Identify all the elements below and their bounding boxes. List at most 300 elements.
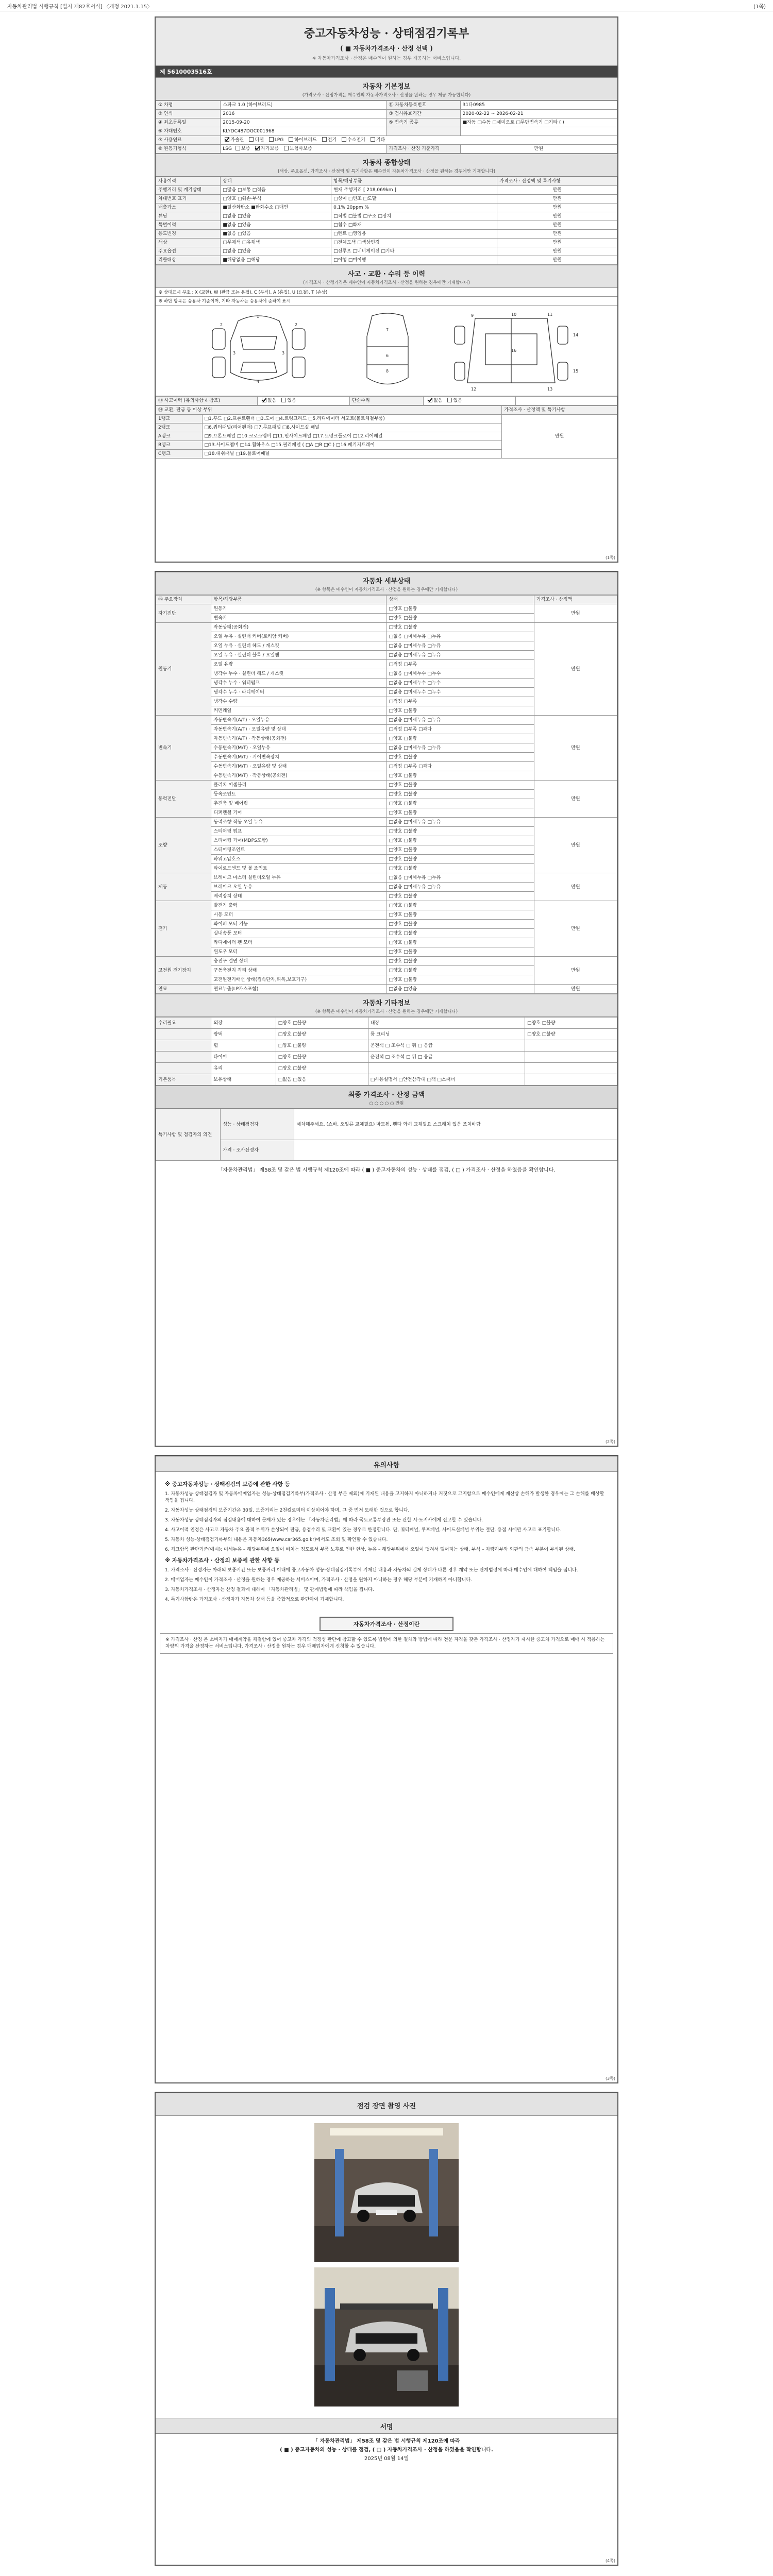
overall-state[interactable]: □많음 □보통 □적음 <box>221 186 331 195</box>
notice-heading-1: ※ 중고자동차성능 · 상태점검의 보증에 관한 사항 등 <box>165 1481 290 1487</box>
overall-state[interactable]: ■없음 □있음 <box>221 221 331 230</box>
notice-paragraph: 1. 자동차성능·상태점검자 및 자동차매매업자는 성능·상태점검기록부(가격조사 · 산정 부분 제외)에 기재된 내용을 고지하지 아니하거나 거짓으로 고지함으로 매수인에게 재산상 손해가 발생한 경우에는 그 손해를 배상할 책임을 집니다. <box>165 1492 604 1503</box>
overall-price: 만원 <box>497 204 617 212</box>
detail-state[interactable]: □양호 □불량 <box>386 771 534 781</box>
checkbox-icon[interactable] <box>262 398 266 402</box>
notice-paragraph: 5. 자동차 성능·상태점검기록부의 내용은 자동차365(www.car365.go.kr)에서도 조회 및 확인할 수 있습니다. <box>165 1537 388 1543</box>
parts-rank: B랭크 <box>156 441 203 450</box>
detail-state[interactable]: □없음 □미세누유 □누유 <box>386 743 534 753</box>
checkbox-label: 자가보증 <box>261 146 279 151</box>
overall-detail[interactable]: □적법 □불법 □구조 □장치 <box>331 212 497 221</box>
detail-item: 냉각수 수량 <box>211 697 386 706</box>
overall-row <box>156 186 617 195</box>
detail-item: 작동상태(공회전) <box>211 623 386 632</box>
detail-state[interactable]: □양호 □불량 <box>386 836 534 845</box>
basic-label: ① 차명 <box>156 101 221 110</box>
checkbox-icon[interactable] <box>342 137 346 142</box>
checkbox-icon[interactable] <box>249 137 254 142</box>
detail-device: 고전원 전기장치 <box>156 957 211 985</box>
detail-state[interactable]: □없음 □미세누수 □누수 <box>386 679 534 688</box>
detail-state[interactable]: □없음 □미세누유 □누유 <box>386 873 534 883</box>
detail-device: 원동기 <box>156 623 211 716</box>
overall-state-table <box>156 177 617 265</box>
notice-paragraph: 2. 매매업자는 매수인이 가격조사 · 산정을 원하는 경우 제공하는 서비스이며, 가격조사 · 산정을 원하지 아니하는 경우 해당 부분에 기재하지 아니합니다. <box>165 1578 473 1583</box>
other-group: 기본품목 <box>156 1074 211 1086</box>
parts-head: ⑭ 교환, 판금 등 이상 부위 <box>156 406 502 415</box>
other-state-2[interactable] <box>525 1074 617 1086</box>
accident-legend: ※ 상태표시 부호 : X (교환), W (판금 또는 용접), C (부식), A (흠집), U (요철), T (손상) <box>156 288 617 297</box>
other-state[interactable]: □양호 □불량 <box>276 1040 368 1052</box>
detail-device: 자기진단 <box>156 604 211 623</box>
basic-label: ⑤ 변속기 종류 <box>386 118 460 127</box>
other-row <box>156 1018 617 1029</box>
basic-row <box>156 110 617 118</box>
svg-text:2: 2 <box>220 323 223 327</box>
notice-paragraphs <box>165 1491 608 1553</box>
parts-rank: A랭크 <box>156 432 203 441</box>
detail-col-price: 가격조사 · 산정액 <box>534 596 617 604</box>
final-price-value: ○ ○ ○ ○ ○ 만원 <box>369 1101 404 1106</box>
other-item-2[interactable]: 내장 <box>368 1018 525 1029</box>
basic-value: 스파크 1.0 (하이브리드) <box>221 101 386 110</box>
sign-header <box>156 2418 617 2434</box>
detail-col-item: 항목/해당부품 <box>211 596 386 604</box>
other-state-2[interactable] <box>525 1063 617 1074</box>
overall-col-usage: 사용이력 <box>156 177 221 186</box>
detail-item: 스티어링조인트 <box>211 845 386 855</box>
detail-row <box>156 901 617 910</box>
garage-photo-1-icon <box>314 2123 459 2262</box>
parts-row <box>156 415 617 423</box>
overall-row <box>156 247 617 256</box>
overall-label: 주행거리 및 계기상태 <box>156 186 221 195</box>
svg-text:1: 1 <box>257 314 260 319</box>
basic-value <box>460 127 617 136</box>
other-group: 수리필요 <box>156 1018 211 1029</box>
overall-label: 배출가스 <box>156 204 221 212</box>
engine-type-value: LSG <box>223 146 232 151</box>
detail-item: 연료누출(LP가스포함) <box>211 985 386 994</box>
detail-price: 만원 <box>534 604 617 623</box>
detail-state[interactable]: □없음 □미세누수 □누수 <box>386 688 534 697</box>
detail-state[interactable]: □양호 □불량 <box>386 938 534 947</box>
detail-state[interactable]: □양호 □불량 <box>386 706 534 716</box>
basic-value: 31다0985 <box>460 101 617 110</box>
warranty-option[interactable] <box>253 146 279 152</box>
detail-item: 동력조향 작동 오일 누유 <box>211 818 386 827</box>
overall-detail[interactable]: □침수 □화재 <box>331 221 497 230</box>
detail-state[interactable]: □양호 □불량 <box>386 753 534 762</box>
basic-label: ⑥ 차대번호 <box>156 127 221 136</box>
notice-paragraphs-2 <box>165 1567 608 1603</box>
overall-col-price: 가격조사 · 산정액 및 특기사항 <box>497 177 617 186</box>
detail-state[interactable]: □양호 □불량 <box>386 781 534 790</box>
detail-state[interactable]: □양호 □불량 <box>386 966 534 975</box>
checkbox-label: 디젤 <box>255 138 264 143</box>
detail-state[interactable]: □적정 □부족 □과다 <box>386 762 534 771</box>
other-state-2[interactable]: □양호 □불량 <box>525 1029 617 1040</box>
inspection-photo-1 <box>314 2123 459 2262</box>
detail-state[interactable]: □없음 □미세누유 □누유 <box>386 818 534 827</box>
notice-heading-2: ※ 자동차가격조사 · 산정의 보증에 관한 사항 등 <box>165 1557 280 1564</box>
detail-state[interactable]: □양호 □불량 <box>386 892 534 901</box>
basic-label: ② 연식 <box>156 110 221 118</box>
basic-label: ⑪ 자동차등록번호 <box>386 101 460 110</box>
detail-state[interactable]: □없음 □미세누유 □누유 <box>386 651 534 660</box>
checkbox-icon[interactable] <box>289 137 293 142</box>
detail-item: 수동변속기(M/T) · 오일유량 및 상태 <box>211 762 386 771</box>
checkbox-icon[interactable] <box>236 146 240 150</box>
sign-line-1: 「 자동차관리법」 제58조 및 같은 법 시행규칙 제120조에 따라 <box>313 2438 460 2444</box>
other-state[interactable]: □없음 □있음 <box>276 1074 368 1086</box>
checkbox-label: 보험사보증 <box>290 146 312 151</box>
other-info-header <box>156 994 617 1017</box>
warranty-option[interactable] <box>233 146 250 152</box>
detail-state[interactable]: □양호 □불량 <box>386 947 534 957</box>
detail-state[interactable]: □없음 □미세누유 □누유 <box>386 716 534 725</box>
sign-body <box>156 2434 617 2466</box>
detail-state[interactable]: □양호 □불량 <box>386 855 534 864</box>
other-state[interactable]: □양호 □불량 <box>276 1063 368 1074</box>
document-note: ※ 자동차가격조사 · 산정은 매수인이 원하는 경우 제공하는 서비스입니다. <box>312 56 461 61</box>
detail-item: 냉각수 누수 · 라디에이터 <box>211 688 386 697</box>
detail-row <box>156 957 617 966</box>
checkbox-label: LPG <box>274 138 284 143</box>
detail-state[interactable]: □양호 □불량 <box>386 808 534 818</box>
repair-option[interactable] <box>445 398 462 404</box>
svg-text:2: 2 <box>295 323 298 327</box>
detail-item: 충전구 절연 상태 <box>211 957 386 966</box>
detail-col-state: 상태 <box>386 596 534 604</box>
accident-blank <box>516 397 617 405</box>
fuel-label: ⑦ 사용연료 <box>156 136 221 145</box>
parts-price: 만원 <box>502 415 617 459</box>
detail-state[interactable]: □없음 □미세누유 □누유 <box>386 632 534 641</box>
detail-item: 배력장치 상태 <box>211 892 386 901</box>
detail-item: 스티어링 기어(MDPS포함) <box>211 836 386 845</box>
notice-paragraph: 1. 가격조사 · 산정자는 아래의 보증기간 또는 보증거리 이내에 중고자동차 성능·상태점검기록부에 기재된 내용과 자동차의 실제 상태가 다른 경우 계약 또는 관계법령에 따라 매수인에 대하여 책임을 집니다. <box>165 1568 578 1573</box>
detail-price: 만원 <box>534 623 617 716</box>
checkbox-icon[interactable] <box>371 137 375 142</box>
checkbox-label: 있음 <box>287 398 296 403</box>
detail-item: 커먼레일 <box>211 706 386 716</box>
checkbox-icon[interactable] <box>269 137 274 142</box>
accident-note: (가격조사 · 산정가격은 매수인이 자동차가격조사 · 산정을 원하는 경우에만 기재합니다) <box>303 280 470 285</box>
fuel-option[interactable] <box>267 137 283 143</box>
notice-paragraph: 6. 체크항목 판단기준(예시): 미세누유 – 해당부위에 오일이 비치는 정도로서 부품 노후로 인한 현상. 누유 – 해당부위에서 오일이 맺혀서 떨어지는 상태. 부식 – 차량하부와 외판의 금속 부분이 부식된 상태. <box>165 1547 576 1552</box>
overall-price: 만원 <box>497 221 617 230</box>
accident-option[interactable] <box>279 398 296 404</box>
other-state-2[interactable] <box>525 1052 617 1063</box>
detail-row <box>156 623 617 632</box>
detail-item: 냉각수 누수 · 워터펌프 <box>211 679 386 688</box>
basic-value: KLYDC487DGC001968 <box>221 127 386 136</box>
detail-item: 수동변속기(M/T) · 작동상태(공회전) <box>211 771 386 781</box>
checkbox-label: 보증 <box>241 146 250 151</box>
detail-state[interactable]: □적정 □부족 □과다 <box>386 725 534 734</box>
document-subtitle: ( ■ 자동차가격조사 · 산정 선택 ) <box>340 45 433 52</box>
accident-header <box>156 265 617 288</box>
accident-history-label: ⑬ 사고이력 (유의사항 4 참조) <box>156 397 258 405</box>
detail-item: 냉각수 누수 · 실린더 헤드 / 개스킷 <box>211 669 386 679</box>
other-info-note: (※ 항목은 매수인이 자동차가격조사 · 산정을 원하는 경우에만 기재합니다) <box>315 1009 458 1014</box>
accident-parts-table <box>156 405 617 459</box>
detail-item: 오일 누유 · 실린더 헤드 / 개스킷 <box>211 641 386 651</box>
detail-item: 라디에이터 팬 모터 <box>211 938 386 947</box>
overall-row <box>156 212 617 221</box>
detail-price: 만원 <box>534 716 617 781</box>
base-price-value: 만원 <box>460 145 617 154</box>
overall-detail[interactable]: □상이 □변조 □도말 <box>331 195 497 204</box>
detail-device: 조향 <box>156 818 211 873</box>
overall-detail[interactable]: 0.1% 20ppm % <box>331 204 497 212</box>
checkbox-label: 없음 <box>433 398 443 403</box>
fuel-option[interactable] <box>368 137 385 143</box>
detail-state[interactable]: □없음 □미세누수 □누수 <box>386 669 534 679</box>
overall-price: 만원 <box>497 230 617 239</box>
detail-price: 만원 <box>534 901 617 957</box>
overall-price: 만원 <box>497 186 617 195</box>
checkbox-icon[interactable] <box>255 146 260 150</box>
overall-price: 만원 <box>497 239 617 247</box>
parts-items[interactable]: □9.프론트패널 □10.크로스멤버 □11.인사이드패널 □17.트렁크플로어 □12.리어패널 <box>202 432 502 441</box>
overall-state[interactable]: ■없음 □있음 <box>221 230 331 239</box>
detail-state[interactable]: □양호 □불량 <box>386 845 534 855</box>
overall-detail[interactable]: □전체도색 □색상변경 <box>331 239 497 247</box>
accident-history-options <box>257 397 349 405</box>
overall-label: 리콜대상 <box>156 256 221 265</box>
overall-price: 만원 <box>497 256 617 265</box>
detail-item: 와이퍼 모터 기능 <box>211 920 386 929</box>
detail-state[interactable]: □양호 □불량 <box>386 734 534 743</box>
detail-item: 윈도우 모터 <box>211 947 386 957</box>
detail-state[interactable]: □양호 □불량 <box>386 864 534 873</box>
repair-option[interactable] <box>426 398 442 404</box>
parts-items[interactable]: □6.쿼터패널(리어펜더) □7.루프패널 □8.사이드실 패널 <box>202 423 502 432</box>
detail-device: 동력전달 <box>156 781 211 818</box>
detail-row <box>156 985 617 994</box>
other-item: 휠 <box>211 1040 276 1052</box>
other-item-2[interactable]: 운전석 □ 조수석 □ 뒤 □ 응급 <box>368 1052 525 1063</box>
notice-paragraph: 2. 자동차성능·상태점검의 보증기간은 30일, 보증거리는 2천킬로미터 이상이어야 하며, 그 중 먼저 도래한 것으로 합니다. <box>165 1508 410 1513</box>
accident-legend-2: ※ 하단 항목은 승용차 기준이며, 기타 자동차는 승용차에 준하여 표시 <box>156 297 617 306</box>
detail-state[interactable]: □양호 □불량 <box>386 799 534 808</box>
overall-state-note: (색상, 주요옵션, 가격조사 · 산정액 및 특기사항은 매수인이 자동차가격조사 · 산정을 원하는 경우에만 기재합니다) <box>277 169 496 174</box>
sheet-page-4 <box>155 2092 618 2566</box>
overall-state[interactable]: □무채색 □유채색 <box>221 239 331 247</box>
notice-title: 유의사항 <box>373 1462 400 1469</box>
basic-info-title: 자동차 기본정보 <box>362 83 411 91</box>
basic-value: ■자동 □수동 □세미오토 □무단변속기 □기타 ( ) <box>460 118 617 127</box>
parts-items[interactable]: □18.대쉬패널 □19.플로어패널 <box>202 450 502 459</box>
car-damage-diagram <box>156 306 617 396</box>
overall-state[interactable]: □양호 □훼손·부식 <box>221 195 331 204</box>
detail-state[interactable]: □양호 □불량 <box>386 790 534 799</box>
detail-row <box>156 818 617 827</box>
other-state[interactable]: □양호 □불량 <box>276 1029 368 1040</box>
overall-state[interactable]: □없음 □있음 <box>221 247 331 256</box>
accident-table <box>156 396 617 405</box>
notice-paragraph: 4. 특기사항란은 가격조사 · 산정자가 자동차 상태 등을 종합적으로 판단하여 기재합니다. <box>165 1597 344 1602</box>
fuel-option[interactable] <box>340 137 365 143</box>
notice-body <box>156 1472 617 1612</box>
detail-state[interactable]: □양호 □불량 <box>386 604 534 614</box>
detail-item: 변속기 <box>211 614 386 623</box>
overall-state[interactable]: ■일산화탄소 ■탄화수소 □매연 <box>221 204 331 212</box>
detail-state[interactable]: □양호 □불량 <box>386 623 534 632</box>
detail-state[interactable]: □양호 □불량 <box>386 929 534 938</box>
fuel-option[interactable] <box>247 137 263 143</box>
detail-device: 연료 <box>156 985 211 994</box>
appraiser-opinion <box>294 1140 617 1161</box>
checkbox-icon[interactable] <box>322 137 327 142</box>
detail-price: 만원 <box>534 781 617 818</box>
fuel-option[interactable] <box>287 137 316 143</box>
svg-text:9: 9 <box>471 313 474 318</box>
fuel-option[interactable] <box>223 137 244 143</box>
special-notes-label: 특기사항 및 점검자의 의견 <box>156 1109 221 1161</box>
parts-items[interactable]: □1.후드 □2.프론트휀더 □3.도어 □4.트렁크리드 □5.라디에이터 서포트(볼트체결부품) <box>202 415 502 423</box>
checkbox-icon[interactable] <box>281 398 286 402</box>
detail-item: 발전기 출력 <box>211 901 386 910</box>
basic-info-note: (가격조사 · 산정가격은 매수인의 자동차가격조사 · 산정을 원하는 경우 제공 가능합니다) <box>302 93 471 98</box>
svg-text:11: 11 <box>547 312 553 317</box>
svg-text:13: 13 <box>547 387 553 392</box>
detail-state[interactable]: □양호 □불량 <box>386 957 534 966</box>
page-mark-2: (2쪽) <box>605 1439 615 1444</box>
checkbox-icon[interactable] <box>284 146 289 150</box>
inspector-label: 성능 · 상태점검자 <box>221 1109 294 1140</box>
fuel-option[interactable] <box>320 137 337 143</box>
detail-title: 자동차 세부상태 <box>362 578 411 585</box>
overall-state[interactable]: ■해당없음 □해당 <box>221 256 331 265</box>
detail-item: 자동변속기(A/T) · 오일누유 <box>211 716 386 725</box>
checkbox-icon[interactable] <box>447 398 452 402</box>
detail-row <box>156 604 617 614</box>
other-state-2[interactable]: □양호 □불량 <box>525 1018 617 1029</box>
overall-state-header <box>156 154 617 177</box>
other-item-2[interactable]: □사용설명서 □안전삼각대 □잭 □스패너 <box>368 1074 525 1086</box>
other-info-title: 자동차 기타정보 <box>362 999 411 1007</box>
detail-item: 원동기 <box>211 604 386 614</box>
detail-state[interactable]: □양호 □불량 <box>386 614 534 623</box>
detail-item: 시동 모터 <box>211 910 386 920</box>
engine-type-cell <box>221 145 386 154</box>
basic-value: 2015-09-20 <box>221 118 386 127</box>
detail-item: 자동변속기(A/T) · 작동상태(공회전) <box>211 734 386 743</box>
detail-device: 제동 <box>156 873 211 901</box>
accident-title: 사고 · 교환 · 수리 등 이력 <box>347 270 426 278</box>
overall-price: 만원 <box>497 247 617 256</box>
detail-state[interactable]: □양호 □불량 <box>386 901 534 910</box>
basic-label: ③ 검사유효기간 <box>386 110 460 118</box>
svg-text:15: 15 <box>573 369 579 374</box>
overall-state[interactable]: □없음 □있음 <box>221 212 331 221</box>
parts-rank: 1랭크 <box>156 415 203 423</box>
other-state[interactable]: □양호 □불량 <box>276 1018 368 1029</box>
basic-row <box>156 118 617 127</box>
warranty-option[interactable] <box>282 146 312 152</box>
page-mark-1: (1쪽) <box>605 555 615 560</box>
sign-date: 2025년 08월 14일 <box>364 2456 409 2462</box>
basic-value: 2020-02-22 ~ 2026-02-21 <box>460 110 617 118</box>
other-item-2[interactable] <box>368 1063 525 1074</box>
basic-info-table <box>156 100 617 154</box>
overall-col-state: 상태 <box>221 177 331 186</box>
other-group <box>156 1063 211 1074</box>
overall-label: 색상 <box>156 239 221 247</box>
overall-col-item: 항목/해당부품 <box>331 177 497 186</box>
garage-photo-2-icon <box>314 2267 459 2406</box>
appraisal-box-body: ※ 가격조사 · 산정 은 소비자가 매매계약을 체결함에 있어 중고차 가격의 적정성 판단에 참고할 수 있도록 법령에 의한 절차와 방법에 따라 전문 자격을 갖춘 가격조사 · 산정자가 제시한 중고차 가격으로 매매 시 적용하는 차량의 가격을 산정하는 서비스입니다. 가격조사 · 산정을 원하는 경우 매매업자에게 신청할 수 있습니다. <box>160 1633 613 1654</box>
other-item-2[interactable]: 운전석 □ 조수석 □ 뒤 □ 응급 <box>368 1040 525 1052</box>
photo-title: 점검 장면 촬영 사진 <box>357 2103 416 2110</box>
parts-items[interactable]: □13.사이드멤버 □14.휠하우스 □15.필러패널 ( □A □B □C ) □16.패키지트레이 <box>202 441 502 450</box>
notice-header <box>156 1456 617 1472</box>
checkbox-icon[interactable] <box>428 398 432 402</box>
overall-detail[interactable]: □이행 □미이행 <box>331 256 497 265</box>
detail-state[interactable]: □양호 □불량 <box>386 920 534 929</box>
other-state[interactable]: □양호 □불량 <box>276 1052 368 1063</box>
other-item-2[interactable]: 룸 크리닝 <box>368 1029 525 1040</box>
form-reference: 자동차관리법 시행규칙 [별지 제82호서식] 〈개정 2021.1.15〉 <box>7 4 153 10</box>
final-price-title: 최종 가격조사 · 산정 금액 <box>348 1091 425 1099</box>
overall-label: 주요옵션 <box>156 247 221 256</box>
checkbox-icon[interactable] <box>225 137 229 142</box>
overall-detail[interactable]: 현재 주행거리 [ 218,069km ] <box>331 186 497 195</box>
inspector-opinion: 세차해주세요. (쇼바, 오일류 교체필요) 마모됨. 휀다 와셔 교체필요 스크래치 있음 조치바람 <box>294 1109 617 1140</box>
detail-state[interactable]: □양호 □불량 <box>386 910 534 920</box>
detail-state[interactable]: □없음 □있음 <box>386 985 534 994</box>
page-number: (1쪽) <box>753 4 766 10</box>
detail-state[interactable]: □양호 □불량 <box>386 975 534 985</box>
page-top-bar <box>0 0 773 11</box>
overall-detail[interactable]: □선루프 □네비게이션 □기타 <box>331 247 497 256</box>
overall-detail[interactable]: □렌트 □영업용 <box>331 230 497 239</box>
basic-row <box>156 127 617 136</box>
basic-row <box>156 101 617 110</box>
checkbox-label: 수소전기 <box>347 138 365 143</box>
base-price-label: 가격조사 · 산정 기준가격 <box>386 145 460 154</box>
overall-row <box>156 256 617 265</box>
inspection-photo-2 <box>314 2267 459 2406</box>
svg-text:8: 8 <box>386 369 389 374</box>
overall-price: 만원 <box>497 195 617 204</box>
special-notes-table <box>156 1109 617 1161</box>
other-item: 보유상태 <box>211 1074 276 1086</box>
photo-header <box>156 2093 617 2116</box>
parts-rank: 2랭크 <box>156 423 203 432</box>
detail-state[interactable]: □없음 □미세누유 □누유 <box>386 883 534 892</box>
accident-option[interactable] <box>260 398 276 404</box>
basic-label: ④ 최초등록일 <box>156 118 221 127</box>
simple-repair-options <box>424 397 516 405</box>
detail-item: 오일 누유 · 실린더 블록 / 오일팬 <box>211 651 386 660</box>
other-row <box>156 1029 617 1040</box>
detail-state[interactable]: □없음 □미세누유 □누유 <box>386 641 534 651</box>
checkbox-label: 가솔린 <box>230 138 244 143</box>
detail-item: 실내송풍 모터 <box>211 929 386 938</box>
detail-state[interactable]: □적정 □부족 <box>386 697 534 706</box>
other-state-2[interactable] <box>525 1040 617 1052</box>
detail-state[interactable]: □양호 □불량 <box>386 827 534 836</box>
svg-text:10: 10 <box>511 312 517 317</box>
checkbox-label: 전기 <box>327 138 337 143</box>
detail-state[interactable]: □적정 □부족 <box>386 660 534 669</box>
parts-price-head: 가격조사 · 산정액 및 특기사항 <box>502 406 617 415</box>
svg-text:3: 3 <box>282 351 285 355</box>
detail-item: 디퍼렌셜 기어 <box>211 808 386 818</box>
